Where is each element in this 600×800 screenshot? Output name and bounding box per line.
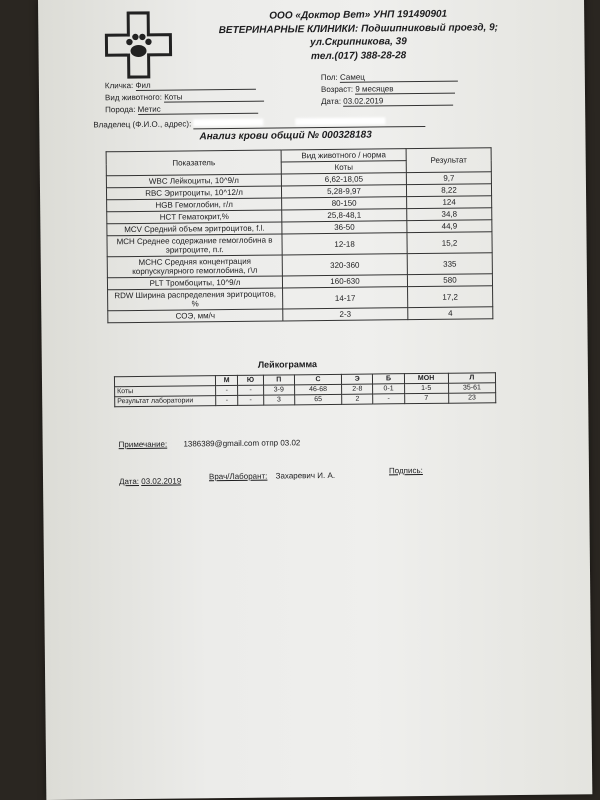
owner-field bbox=[93, 117, 425, 130]
blood-param-cell: MCV Средний объем эритроцитов, f.l. bbox=[107, 222, 282, 236]
species-field bbox=[105, 92, 264, 104]
blood-norm-cell: 320-360 bbox=[282, 254, 407, 276]
header-line-4: тел.(017) 388-28-28 bbox=[310, 49, 407, 62]
blood-norm-cell: 160-630 bbox=[282, 275, 407, 288]
leukogram-cell: МОН bbox=[404, 373, 448, 383]
leukogram-cell: - bbox=[238, 395, 263, 405]
species-value: Коты bbox=[164, 92, 264, 103]
leukogram-cell: П bbox=[263, 375, 294, 385]
header-line-3: ул.Скрипникова, 39 bbox=[310, 36, 407, 49]
leukogram-cell: Б bbox=[373, 374, 404, 384]
breed-label: Порода: bbox=[105, 104, 136, 115]
blood-norm-cell: 12-18 bbox=[282, 233, 407, 255]
leukogram-cell: 35-61 bbox=[448, 383, 495, 393]
doctor-footer bbox=[209, 471, 335, 481]
blood-result-cell: 335 bbox=[407, 253, 492, 275]
leukogram-cell: Ю bbox=[238, 375, 263, 385]
leukogram-cell: Л bbox=[448, 373, 495, 383]
age-label: Возраст: bbox=[320, 84, 354, 95]
col-result-header: Результат bbox=[406, 148, 491, 173]
breed-field bbox=[105, 104, 258, 116]
leukogram-cell: 2-8 bbox=[342, 384, 373, 394]
leukogram-cell: 7 bbox=[404, 393, 448, 403]
signature-label: Подпись: bbox=[388, 465, 423, 476]
age-field bbox=[321, 84, 455, 95]
name-label: Кличка: bbox=[104, 81, 134, 91]
header-line-2: ВЕТЕРИНАРНЫЕ КЛИНИКИ: Подшипниковый проезд, 9; bbox=[218, 21, 498, 36]
leukogram-cell: - bbox=[216, 395, 238, 405]
date-field bbox=[321, 96, 453, 107]
owner-value-redacted bbox=[193, 117, 425, 129]
footer-date-label: Дата: bbox=[119, 476, 140, 487]
leukogram-cell: Результат лаборатории bbox=[115, 396, 216, 407]
doctor-label: Врач/Лаборант: bbox=[208, 471, 268, 482]
blood-result-cell: 124 bbox=[407, 196, 492, 209]
blood-norm-cell: 36-50 bbox=[282, 221, 407, 234]
leukogram-cell: Коты bbox=[115, 386, 216, 397]
col-norm-header: Вид животного / норма bbox=[281, 149, 406, 162]
note-line bbox=[119, 438, 301, 449]
leukogram-cell: - bbox=[216, 385, 238, 395]
sex-label: Пол: bbox=[320, 72, 338, 83]
blood-result-cell: 580 bbox=[407, 274, 492, 287]
date-value: 03.02.2019 bbox=[343, 96, 453, 107]
note-value: 1386389@gmail.com отпр 03.02 bbox=[183, 438, 301, 449]
leukogram-cell: 23 bbox=[448, 393, 495, 403]
blood-norm-cell: 14-17 bbox=[283, 287, 408, 309]
blood-param-cell: WBC Лейкоциты, 10^9/л bbox=[106, 174, 281, 188]
leukogram-cell: Э bbox=[342, 374, 373, 384]
blood-param-cell: RBC Эритроциты, 10^12/л bbox=[106, 186, 281, 200]
blood-norm-cell: 25,8-48,1 bbox=[282, 209, 407, 222]
leukogram-cell: 3 bbox=[263, 395, 294, 405]
name-value: Фил bbox=[135, 80, 255, 91]
leukogram-cell: - bbox=[238, 385, 263, 395]
doctor-value: Захаревич И. А. bbox=[275, 470, 336, 481]
species-label: Вид животного: bbox=[104, 92, 162, 103]
blood-result-cell: 9,7 bbox=[406, 172, 491, 185]
sex-value: Самец bbox=[340, 72, 458, 83]
clinic-header bbox=[208, 7, 509, 64]
leukogram-cell: 65 bbox=[294, 394, 341, 404]
age-value: 9 месяцев bbox=[355, 84, 455, 95]
leukogram-cell: 1-5 bbox=[404, 383, 448, 393]
blood-result-cell: 17,2 bbox=[408, 286, 493, 308]
breed-value: Метис bbox=[138, 104, 258, 115]
blood-norm-cell: 5,28-9,97 bbox=[281, 185, 406, 198]
blood-norm-cell: 6,62-18,05 bbox=[281, 173, 406, 186]
leukogram-cell: - bbox=[373, 394, 404, 404]
header-line-1: ООО «Доктор Вет» УНП 191490901 bbox=[269, 8, 448, 22]
vet-cross-paw-logo bbox=[102, 9, 175, 82]
analysis-title: Анализ крови общий № 000328183 bbox=[199, 129, 372, 143]
blood-analysis-table bbox=[106, 147, 494, 323]
blood-param-cell: MCHC Средняя концентрация корпускулярного гемоглобина, г\л bbox=[107, 255, 282, 278]
sex-field bbox=[321, 72, 458, 83]
blood-param-cell: СОЭ, мм/ч bbox=[108, 309, 283, 323]
footer-date-value: 03.02.2019 bbox=[141, 476, 182, 486]
owner-label: Владелец (Ф.И.О., адрес): bbox=[93, 119, 192, 130]
date-footer bbox=[119, 477, 181, 487]
leukogram-table bbox=[114, 372, 496, 407]
blood-norm-cell: 80-150 bbox=[282, 197, 407, 210]
blood-param-cell: HGB Гемоглобин, г/л bbox=[107, 198, 282, 212]
leukogram-cell: 3-9 bbox=[263, 385, 294, 395]
col-norm-species: Коты bbox=[281, 161, 406, 174]
date-label: Дата: bbox=[321, 96, 342, 107]
note-label: Примечание: bbox=[118, 439, 168, 450]
leukogram-cell: С bbox=[294, 374, 341, 384]
leukogram-cell: 46-68 bbox=[294, 384, 341, 394]
blood-norm-cell: 2-3 bbox=[283, 308, 408, 321]
leukogram-cell: М bbox=[215, 375, 237, 385]
leukogram-title: Лейкограмма bbox=[257, 359, 318, 370]
blood-param-cell: MCH Среднее содержание гемоглобина в эритроците, п.г. bbox=[107, 234, 282, 257]
blood-result-cell: 15,2 bbox=[407, 232, 492, 254]
blood-param-cell: RDW Ширина распределения эритроцитов, % bbox=[108, 288, 283, 311]
leukogram-cell: 2 bbox=[342, 394, 373, 404]
blood-result-cell: 8,22 bbox=[406, 184, 491, 197]
col-param-header: Показатель bbox=[106, 150, 281, 176]
blood-result-cell: 34,8 bbox=[407, 208, 492, 221]
blood-result-cell: 44,9 bbox=[407, 220, 492, 233]
blood-param-cell: HCT Гематокрит,% bbox=[107, 210, 282, 224]
blood-result-cell: 4 bbox=[408, 307, 493, 320]
document-page bbox=[38, 0, 592, 800]
name-field bbox=[105, 80, 256, 92]
blood-param-cell: PLT Тромбоциты, 10^9/л bbox=[107, 276, 282, 290]
signature-footer bbox=[389, 466, 423, 475]
leukogram-cell: 0-1 bbox=[373, 384, 404, 394]
